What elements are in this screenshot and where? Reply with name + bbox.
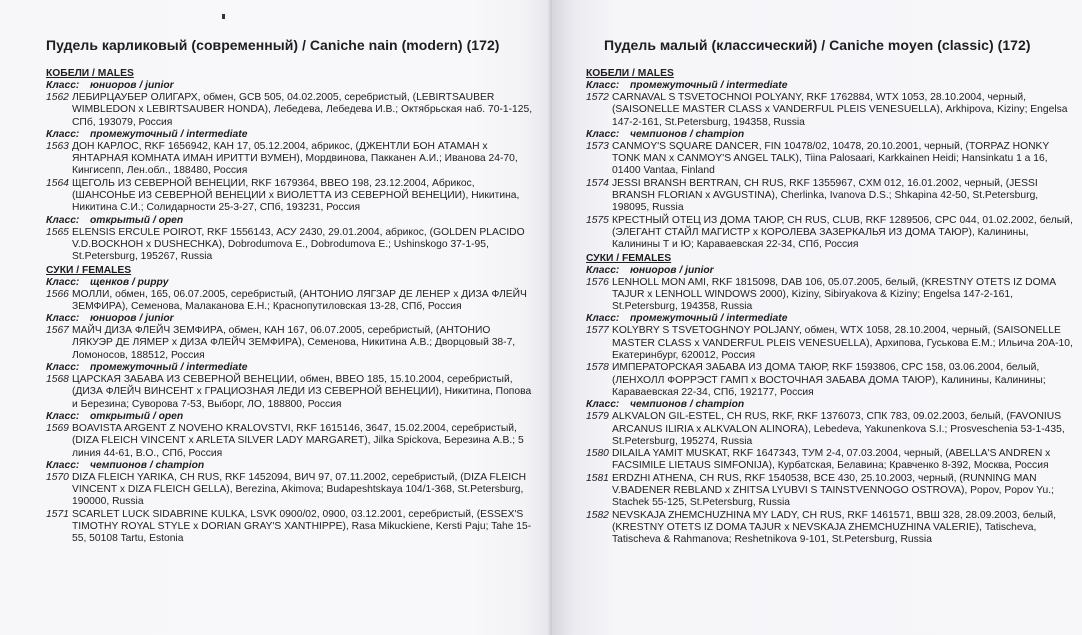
class-name: промежуточный / intermediate: [630, 313, 788, 325]
class-label: Класс:: [586, 128, 620, 140]
entry-text: ЛЕБИРЦАУБЕР ОЛИГАРХ, обмен, GCB 505, 04.02.2005, серебристый, (LEBIRTSAUBER WIMBLEDON x LEBIRTSAUBER HONDA), Лебедева, Лебедева И.В.; Октябрьская наб. 70-1-125, СПб, 193079, Россия: [72, 92, 533, 128]
entry-number: 1565: [46, 226, 69, 238]
entry-number: 1571: [46, 508, 69, 520]
entry-number: 1568: [46, 374, 69, 386]
class-name: промежуточный / intermediate: [90, 128, 248, 140]
entry-text: ELENSIS ERCULE POIROT, RKF 1556143, АСУ 2430, 29.01.2004, абрикос, (GOLDEN PLACIDO V.D.BOCKHOH x DUSHECHKA), Dobrodumova E., Dobrodumova E.; Ushinskogo 37-1-95, St.Petersburg, 195267, Russia: [72, 226, 525, 263]
sex-section-heading: СУКИ / FEMALES: [586, 252, 672, 264]
entry-text: CANMOY'S SQUARE DANCER, FIN 10478/02, 10478, 20.10.2001, черный, (TORPAZ HONKY TONK MAN x CANMOY'S ANGEL TALK), Tiina Palosaari, Karkkainen Heidi; Hansinkatu 1 a 16, 01400 Vantaa, Finland: [612, 140, 1050, 177]
catalog-entry: [46, 325, 534, 362]
class-heading: [586, 129, 1076, 141]
catalog-entry: [586, 362, 1076, 399]
catalog-entry: [46, 509, 534, 546]
class-heading: [46, 277, 534, 289]
entry-number: 1574: [586, 177, 609, 189]
class-name: открытый / open: [90, 410, 184, 422]
class-label: Класс:: [586, 313, 620, 325]
entry-text: ERDZHI ATHENA, CH RUS, RKF 1540538, BCE 430, 25.10.2003, черный, (RUNNING MAN V.BADENER REBLAND x ZHITSA LYUBVI S TAINSTVENNOGO OSTROVA), Popov, Popov Yu.; Stachek 55-125, St.Petersburg, Russia: [612, 472, 1054, 509]
class-label: Класс:: [46, 80, 80, 91]
catalog-entry: [586, 473, 1076, 510]
entry-text: JESSI BRANSH BERTRAN, CH RUS, RKF 1355967, CXM 012, 16.01.2002, черный, (JESSI BRANSH FLORIAN x AVGUSTINA), Cherlinka, Ivanova D.S.; Shkapina 42-50, St.Petersburg, 198095, Russia: [612, 177, 1039, 214]
class-heading: [46, 313, 534, 325]
class-heading: [586, 399, 1076, 411]
entry-number: 1579: [586, 411, 609, 423]
catalog-entry: [46, 141, 534, 178]
entry-text: ИМПЕРАТОРСКАЯ ЗАБАВА ИЗ ДОМА ТАЮР, RKF 1593806, CPC 158, 03.06.2004, белый, (ЛЕНХОЛЛ ФОРРЭСТ ГАМП x ВОСТОЧНАЯ ЗАБАВА ДОМА ТАЮР), Калинины, Калинины; Караваевская 22-34, СПб, 192177, Россия: [612, 362, 1046, 398]
class-name: чемпионов / champion: [630, 399, 745, 411]
left-page-content: [46, 0, 534, 546]
catalog-entry: [586, 277, 1076, 314]
sex-section-heading: КОБЕЛИ / MALES: [586, 68, 674, 79]
breed-title: Пудель карликовый (современный) / Caniche nain (modern) (172): [46, 37, 500, 53]
class-name: чемпионов / champion: [630, 128, 745, 140]
catalog-entry: [46, 472, 534, 509]
entry-number: 1564: [46, 177, 69, 189]
class-name: щенков / puppy: [90, 276, 169, 288]
sex-section-heading: СУКИ / FEMALES: [46, 264, 132, 276]
catalog-entry: [46, 92, 534, 129]
class-label: Класс:: [46, 313, 80, 325]
entry-number: 1570: [46, 471, 69, 483]
class-label: Класс:: [46, 276, 80, 288]
entry-text: DIZA FLEICH YARIKA, CH RUS, RKF 1452094, ВИЧ 97, 07.11.2002, серебристый, (DIZA FLEICH VINCENT x DIZA FLEICH GELLA), Berezina, Akimova; Budapeshtskaya 104/1-368, St.Petersburg, 190000, Russia: [72, 471, 527, 508]
entry-number: 1576: [586, 276, 609, 288]
entry-text: ЩЕГОЛЬ ИЗ СЕВЕРНОЙ ВЕНЕЦИИ, RKF 1679364, ВВЕО 198, 23.12.2004, Абрикос, (ШАНСОНЬЕ ИЗ СЕВЕРНОЙ ВЕНЕЦИИ x ВИОЛЕТТА ИЗ СЕВЕРНОЙ ВЕНЕЦИИ), Никитина, Никитина С.И.; Солидарности 25-3-27, СПб, 193231, Россия: [72, 177, 520, 214]
entry-text: ALKVALON GIL-ESTEL, CH RUS, RKF, RKF 1376073, СПК 783, 09.02.2003, белый, (FAVONIUS ARCANUS ILIRIA x ALKVALON ALINORA), Lebedeva, Yakunenkova S.I.; Prosveschenia 53-1-435, St.Petersburg, 195274, Russia: [612, 411, 1065, 447]
right-page: [552, 0, 1082, 635]
sections: [586, 67, 1076, 547]
catalog-entry: [586, 178, 1076, 215]
class-label: Класс:: [46, 128, 80, 140]
catalog-entry: [46, 423, 534, 460]
class-name: промежуточный / intermediate: [630, 80, 788, 91]
entry-number: 1578: [586, 362, 609, 374]
entry-text: KOLYBRY S TSVETOGHNOY POLJANY, обмен, WTX 1058, 28.10.2004, черный, (SAISONELLE MASTER CLASS x VANDERFUL PLEIS VENESUELLA), Архипова, Гуськова Е.М.; Ильича 20А-10, Екатеринбург, 620012, Россия: [612, 325, 1073, 362]
entry-text: CARNAVAL S TSVETOCHNOI POLYANY, RKF 1762884, WTX 1053, 28.10.2004, черный, (SAISONELLE MASTER CLASS x VANDERFUL PLEIS VENESUELLA), Arkhipova, Kiziny; Engelsa 147-2-161, St.Petersburg, 194358, Russia: [612, 92, 1068, 128]
entry-number: 1563: [46, 140, 69, 152]
class-heading: [46, 362, 534, 374]
entry-number: 1580: [586, 448, 609, 460]
catalog-entry: [586, 510, 1076, 547]
catalog-entry: [586, 215, 1076, 252]
class-heading: [46, 411, 534, 423]
class-name: открытый / open: [90, 214, 184, 226]
class-heading: [46, 129, 534, 141]
class-label: Класс:: [46, 214, 80, 226]
entry-number: 1572: [586, 92, 609, 103]
class-heading: [46, 215, 534, 227]
class-name: юниоров / junior: [90, 313, 174, 325]
entry-text: МАЙЧ ДИЗА ФЛЕЙЧ ЗЕМФИРА, обмен, КАН 167, 06.07.2005, серебристый, (АНТОНИО ЛЯКУЭР ДЕ ЛЯМЕР x ДИЗА ФЛЕЙЧ ЗЕМФИРА), Семенова, Никитина А.В.; Дворцовый 38-7, Ломоносов, 188512, Россия: [72, 325, 516, 361]
entry-number: 1582: [586, 509, 609, 521]
entry-text: КРЕСТНЫЙ ОТЕЦ ИЗ ДОМА ТАЮР, CH RUS, CLUB, RKF 1289506, CPC 044, 01.02.2002, белый, (ЭЛЕГАНТ СТАЙЛ МАГИСТР x КОРОЛЕВА ЗАЗЕРКАЛЬЯ ИЗ ДОМА ТАЮР), Калинины, Калинины Т и Ю; Караваевская 22-34, СПб, Россия: [612, 214, 1073, 251]
class-label: Класс:: [46, 410, 80, 422]
sections: [46, 67, 534, 546]
catalog-entry: [586, 448, 1076, 473]
entry-number: 1569: [46, 422, 69, 434]
catalog-entry: [586, 411, 1076, 448]
catalog-entry: [46, 178, 534, 215]
entry-text: BOAVISTA ARGENT Z NOVEHO KRALOVSTVI, RKF 1615146, 3647, 15.02.2004, серебристый, (DIZA FLEICH VINCENT x ARLETA SILVER LADY MARGARET), Jilka Spickova, Березина А.В.; 5 линия 44-61, В.О., СПб, Россия: [72, 422, 524, 459]
right-page-content: [586, 0, 1076, 547]
entry-number: 1562: [46, 92, 69, 103]
catalog-entry: [586, 141, 1076, 178]
entry-number: 1573: [586, 140, 609, 152]
class-label: Класс:: [586, 264, 620, 276]
class-name: юниоров / junior: [90, 80, 174, 91]
class-heading: [586, 265, 1076, 277]
entry-text: DILAILA YAMIT MUSKAT, RKF 1647343, ТУМ 2-4, 07.03.2004, черный, (ABELLA'S ANDREN x FACSIMILE LIETAUS SIMFONIJA), Курбатская, Белавина; Кравченко 8-392, Москва, Россия: [612, 448, 1051, 472]
entry-number: 1567: [46, 325, 69, 337]
class-label: Класс:: [586, 399, 620, 411]
entry-text: NEVSKAJA ZHEMCHUZHINA MY LADY, CH RUS, RKF 1461571, ВВШ 328, 28.09.2003, белый, (KRESTNY OTETS IZ DOMA TAJUR x NEVSKAJA ZHEMCHUZHINA VALERIE), Tatischeva, Tatischeva & Rahmanova; Reshetnikova 9-101, St.Petersburg, Russia: [612, 509, 1056, 546]
class-heading: [46, 80, 534, 92]
class-name: промежуточный / intermediate: [90, 362, 248, 374]
catalog-entry: [46, 289, 534, 314]
class-heading: [586, 313, 1076, 325]
entry-text: SCARLET LUCK SIDABRINE KULKA, LSVK 0900/02, 0900, 03.12.2001, серебристый, (ESSEX'S TIMOTHY ROYAL STYLE x DORIAN GRAY'S XANTHIPPE), Rasa Mikuckiene, Kersti Paju; Tahe 15-55, 50108 Tartu, Estonia: [72, 508, 532, 545]
class-name: юниоров / junior: [630, 264, 714, 276]
entry-number: 1566: [46, 288, 69, 300]
class-name: чемпионов / champion: [90, 459, 205, 471]
catalog-entry: [46, 374, 534, 411]
entry-number: 1577: [586, 325, 609, 337]
entry-text: МОЛЛИ, обмен, 165, 06.07.2005, серебристый, (АНТОНИО ЛЯГЗАР ДЕ ЛЕНЕР x ДИЗА ФЛЕЙЧ ЗЕМФИРА), Семенова, Малаканова Е.Н.; Краснопутиловская 13-28, СПб, Россия: [72, 288, 527, 312]
entry-number: 1575: [586, 214, 609, 226]
entry-text: ЦАРСКАЯ ЗАБАВА ИЗ СЕВЕРНОЙ ВЕНЕЦИИ, обмен, ВВЕО 185, 15.10.2004, серебристый, (ДИЗА ФЛЕЙЧ ВИНСЕНТ x ГРАЦИОЗНАЯ ЛЕДИ ИЗ СЕВЕРНОЙ ВЕНЕЦИИ), Никитина, Попова и Березина; Суворова 7-53, Выборг, ЛО, 188800, Россия: [72, 374, 532, 410]
class-heading: [586, 80, 1076, 92]
class-heading: [46, 460, 534, 472]
catalog-entry: [586, 325, 1076, 362]
catalog-entry: [46, 227, 534, 264]
entry-number: 1581: [586, 472, 609, 484]
class-label: Класс:: [46, 362, 80, 374]
class-label: Класс:: [586, 80, 620, 91]
catalog-entry: [586, 92, 1076, 129]
entry-text: ДОН КАРЛОС, RKF 1656942, КАН 17, 05.12.2004, абрикос, (ДЖЕНТЛИ БОН АТАМАН x ЯНТАРНАЯ КОМНАТА ИМАН ИРИТТИ ВУМЕН), Мордвинова, Пакканен А.И.; Иванова 24-70, Кингисепп, Лен.обл., 188480, Россия: [72, 140, 518, 177]
class-label: Класс:: [46, 459, 80, 471]
breed-title: Пудель малый (классический) / Caniche moyen (classic) (172): [604, 37, 1031, 53]
sex-section-heading: КОБЕЛИ / MALES: [46, 68, 134, 79]
entry-text: LENHOLL MON AMI, RKF 1815098, DAB 106, 05.07.2005, белый, (KRESTNY OTETS IZ DOMA TAJUR x LENHOLL WINDOWS 2000), Kiziny, Sibiryakova & Kiziny; Engelsa 147-2-161, St.Petersburg, 194358, Russia: [612, 276, 1056, 313]
